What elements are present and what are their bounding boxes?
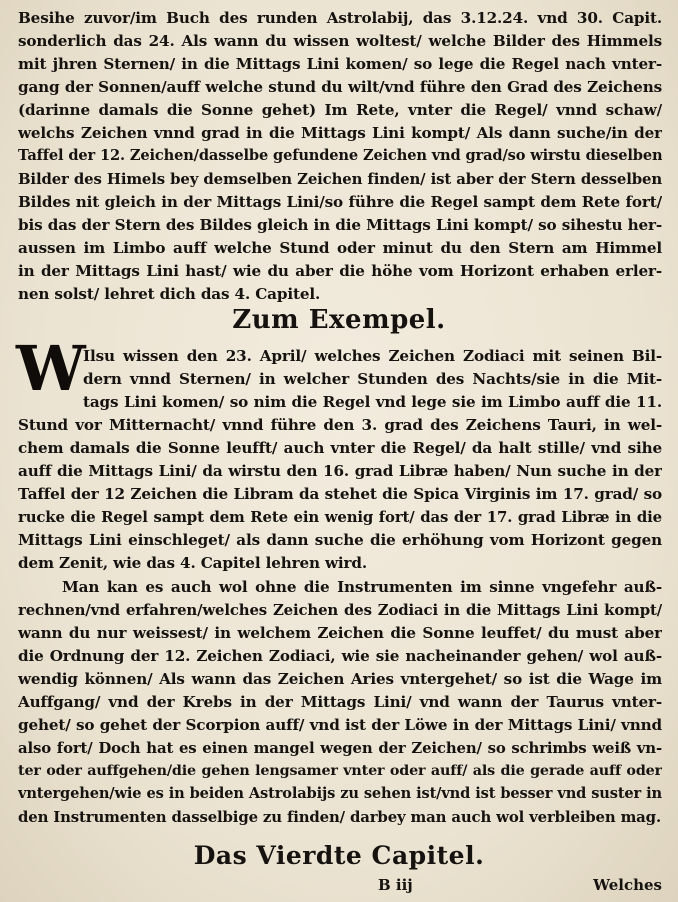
text-line: den Instrumenten dasselbige zu finden/ darbey man auch wol verbleiben mag. — [18, 808, 661, 826]
decorated-initial-letter: W — [16, 332, 86, 405]
text-line: rucke die Regel sampt dem Rete ein wenig fort/ das der 17. grad Libræ in die — [18, 508, 662, 526]
text-line: Ilsu wissen den 23. April/ welches Zeichen Zodiaci mit seinen Bil- — [83, 347, 662, 365]
text-line: nen solst/ lehret dich das 4. Capitel. — [18, 285, 321, 303]
text-line: dem Zenit, wie das 4. Capitel lehren wird. — [18, 554, 367, 572]
text-line: Taffel der 12. Zeichen/dasselbe gefundene Zeichen vnd grad/so wirstu dieselben — [18, 147, 662, 164]
text-line: gang der Sonnen/auff welche stund du wilt/vnd führe den Grad des Zeichens — [18, 78, 662, 96]
text-line: (darinne damals die Sonne gehet) Im Rete, vnter die Regel/ vnnd schaw/ — [18, 101, 662, 119]
text-line: Besihe zuvor/im Buch des runden Astrolabij, das 3.12.24. vnd 30. Capit. — [18, 9, 662, 27]
text-line: also fort/ Doch hat es einen mangel wegen der Zeichen/ so schrimbs weiß vn- — [18, 739, 662, 757]
text-line: rechnen/vnd erfahren/welches Zeichen des Zodiaci in die Mittags Lini kompt/ — [18, 601, 662, 619]
text-line: vntergehen/wie es in beiden Astrolabijs zu sehen ist/vnd ist besser vnd suster in — [18, 785, 662, 802]
text-line: sonderlich das 24. Als wann du wissen woltest/ welche Bilder des Himmels — [18, 32, 662, 50]
text-line: Stund vor Mitternacht/ vnnd führe den 3. grad des Zeichens Tauri, in wel- — [18, 416, 662, 434]
text-line: welchs Zeichen vnnd grad in die Mittags Lini kompt/ Als dann suche/in der — [18, 124, 662, 142]
text-line: tags Lini komen/ so nim die Regel vnd lege sie im Limbo auff die 11. — [83, 393, 662, 411]
text-line: in der Mittags Lini hast/ wie du aber die höhe vom Horizont erhaben erler- — [18, 262, 662, 280]
text-line: mit jhren Sternen/ in die Mittags Lini komen/ so lege die Regel nach vnter- — [18, 55, 662, 73]
text-line: chem damals die Sonne leufft/ auch vnter die Regel/ da halt stille/ vnd sihe — [18, 439, 662, 457]
text-line: die Ordnung der 12. Zeichen Zodiaci, wie sie nacheinander gehen/ wol auß- — [18, 647, 662, 665]
text-line: Man kan es auch wol ohne die Instrumenten im sinne vngefehr auß- — [62, 578, 662, 596]
text-line: wann du nur weissest/ in welchem Zeichen die Sonne leuffet/ du must aber — [18, 624, 662, 642]
text-line: aussen im Limbo auff welche Stund oder minut du den Stern am Himmel — [18, 239, 662, 257]
catchword: Welches — [593, 876, 662, 894]
text-line: Bilder des Himels bey demselben Zeichen finden/ ist aber der Stern desselben — [18, 170, 662, 188]
text-line: Bildes nit gleich in der Mittags Lini/so führe die Regel sampt dem Rete fort/ — [18, 193, 662, 211]
text-line: Auffgang/ vnd der Krebs in der Mittags Lini/ vnd wann der Taurus vnter- — [18, 693, 662, 711]
text-line: wendig können/ Als wann das Zeichen Aries vntergehet/ so ist die Wage im — [18, 670, 662, 688]
chapter-heading: Das Vierdte Capitel. — [193, 841, 485, 870]
text-line: gehet/ so gehet der Scorpion auff/ vnd ist der Löwe in der Mittags Lini/ vnnd — [18, 716, 662, 734]
text-line: ter oder auffgehen/die gehen lengsamer vnter oder auff/ als die gerade auff oder — [18, 763, 662, 779]
text-line: auff die Mittags Lini/ da wirstu den 16. grad Libræ haben/ Nun suche in der — [18, 462, 662, 480]
section-heading-exempel: Zum Exempel. — [232, 305, 446, 335]
text-line: Taffel der 12 Zeichen die Libram da stehet die Spica Virginis im 17. grad/ so — [18, 485, 662, 503]
text-line: Mittags Lini einschleget/ als dann suche die erhöhung vom Horizont gegen — [18, 531, 662, 549]
text-line: bis das der Stern des Bildes gleich in die Mittags Lini kompt/ so sihestu her- — [18, 216, 662, 234]
text-line: dern vnnd Sternen/ in welcher Stunden des Nachts/sie in die Mit- — [83, 370, 662, 388]
signature-mark: B iij — [378, 876, 413, 894]
